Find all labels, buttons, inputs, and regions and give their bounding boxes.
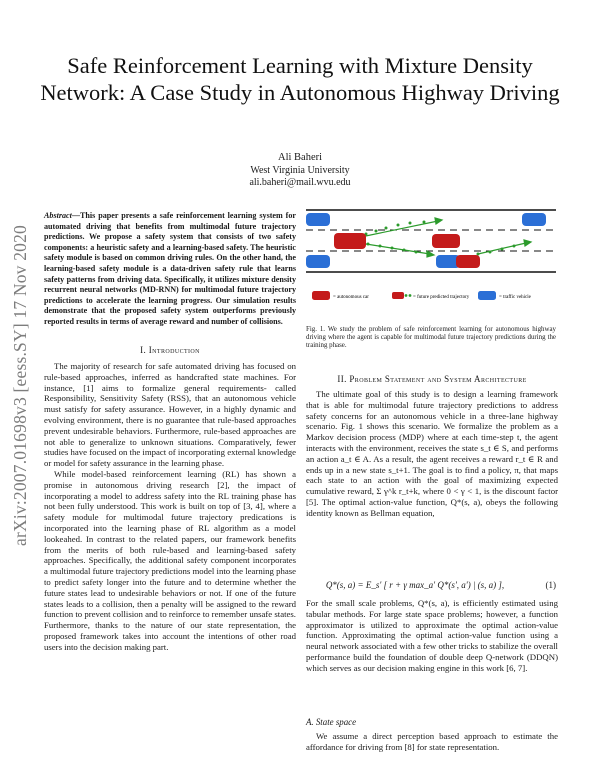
traffic-vehicle <box>306 213 330 226</box>
author-email: ali.baheri@mail.wvu.edu <box>249 177 351 188</box>
legend-swatch-autonomous <box>312 291 330 300</box>
legend-trajectory: = future predicted trajectory <box>413 295 470 300</box>
author-affiliation: West Virginia University <box>250 165 350 176</box>
state-space-paragraph: We assume a direct perception based approach to estimate the affordance for driving from [8] for state representation. <box>306 731 558 752</box>
abstract: Abstract—This paper presents a safe reinforcement learning system for automated driving that benefits from multimodal future trajectory predictions. We propose a safety system that consists of two safety components: a heuristic safety and a learning-based safety. The heuristic safety module is based on common driving rules. On the other hand, the learning-based safety module is a data-driven safety rule that learns safety patterns from driving data. Specifically, it utilizes mixture density recurrent neural networks (MD-RNN) for multimodal future trajectory predictions to accelerate the learning progress. Our simulation results demonstrate that the proposed safety system outperforms previously reported results in terms of average reward and number of collisions. <box>44 211 296 326</box>
state-space-body <box>306 731 558 753</box>
section-2-body <box>306 389 558 519</box>
abstract-text: This paper presents a safe reinforcement learning system for automated driving that benefits from multimodal future trajectory predictions. We propose a safety system that consists of two safety components: a heuristic safety and a learning-based safety. The heuristic safety module is based on common driving rules. On the other hand, the learning-based safety module is a data-driven safety rule that learns safety patterns from driving data. Specifically, it utilizes mixture density recurrent neural networks (MD-RNN) for multimodal future trajectory predictions to accelerate the learning progress. Our simulation results demonstrate that the proposed safety system outperforms previously reported results in terms of average reward and number of collisions. <box>44 211 296 326</box>
figure-1-caption: Fig. 1. We study the problem of safe reinforcement learning for autonomous highway driving where the agent is capable for multimodal future trajectory predictions during the training phase. <box>306 326 556 350</box>
autonomous-car <box>334 233 366 249</box>
section-2-heading: II. Problem Statement and System Architecture <box>337 374 527 384</box>
author-name: Ali Baheri <box>277 152 323 163</box>
abstract-label: Abstract <box>44 211 72 220</box>
subsection-state-space: A. State space <box>306 717 357 727</box>
figure-legend <box>312 291 532 300</box>
bellman-equation: Q*(s, a) = E_s' [ r + γ max_a' Q*(s', a') | (s, a) ], <box>325 580 505 590</box>
intro-paragraph-2: While model-based reinforcement learning (RL) has shown a promise in autonomous driving research [2], the impact of incorporating a model to address safety into the RL training phase has not been fully understood. This work is built on top of [3, 4], where a safety module for multimodal future trajectory predications is incorporated into the learning phase of RL algorithm as a model lookeahed. In contrast to the related papers, our framework benefits from the merits of both rule-based and learning-based safety approaches. Specifically, the additional safety component incorporates a multimodal future trajectory predictions model into the learning phase to predict safety longer into the future and to determine whether the future states lead to undesirable behaviors or not. If one of the future states leads to a collision, then a penalty will be assigned to the reward function to prevent collision and to reinforce to remember unsafe states. Furthermore, thanks to the nature of our state representation, the proposed framework takes into account the intentions of other road users into the decision making part. <box>44 468 296 652</box>
legend-traffic: = traffic vehicle <box>499 295 531 300</box>
arxiv-stamp <box>8 200 34 570</box>
traffic-car-red <box>432 234 460 248</box>
arxiv-id: arXiv:2007.01698v3 [eess.SY] 17 Nov 2020 <box>10 224 31 546</box>
paper-title: Safe Reinforcement Learning with Mixture Density Network: A Case Study in Autonomous Highway Driving <box>40 53 560 105</box>
figure-1-highway <box>306 208 556 308</box>
legend-swatch-trajectory <box>392 292 404 299</box>
equation-number: (1) <box>545 580 556 590</box>
intro-body <box>44 361 296 653</box>
bellman-equation-row <box>306 580 556 590</box>
intro-paragraph-1: The majority of research for safe automated driving has focused on rule-based approaches, inferred as handcrafted state machines. For instance, [1] aims to formalize general requirements- called Responsibility, Sensitivity Safety (RSS), that an autonomous vehicle must satisfy for safety assurance. However, in a highly dynamic and evolving environment, there is no guarantee that rule-based approaches prevent undesirable behaviors. Furthermore, rule-based approaches are not able to generalize to unknown situations. Comparatively, fewer studies have focused on the impact of incorporating external knowledge or model for safety assurance in the learning phase. <box>44 361 296 469</box>
traffic-vehicle <box>306 255 330 268</box>
legend-swatch-traffic <box>478 291 496 300</box>
section-2-paragraph-2: For the small scale problems, Q*(s, a), is efficiently estimated using tabular methods. For large state space problems; however, a function approximator is utilized to approximate the optimal action-value function. Approximating the optimal action-value function using a neural network associated with a few other tricks to stabilize the overall performance build the foundation of double deep Q-network (DDQN) which serves as our decision making engine in this work [6, 7]. <box>306 598 558 673</box>
traffic-car-red <box>456 255 480 268</box>
section-2-paragraph-1: The ultimate goal of this study is to design a learning framework that is able for multimodal future trajectory predictions to address safety concerns for an autonomous vehicle in a three-lane highway scenario. Fig. 1 shows this scenario. We formalize the problem as a Markov decision process (MDP) where at each time-step t, the agent interacts with the environment, receives the state s_t ∈ S, and performs an action a_t ∈ A. As a result, the agent receives a reward r_t ∈ R and ends up in a new state s_t+1. The goal is to find a policy, π, that maps each state to an action with the goal of maximizing expected cumulative reward, Σ γ^k r_t+k, where 0 < γ < 1, is the discount factor [5]. The optimal action-value function, Q*(s, a), obeys the following identity known as Bellman equation, <box>306 389 558 518</box>
section-2-body-cont <box>306 598 558 674</box>
legend-autonomous: = autonomous car <box>333 295 369 300</box>
traffic-vehicle <box>522 213 546 226</box>
section-1-heading: I. Introduction <box>140 345 200 355</box>
